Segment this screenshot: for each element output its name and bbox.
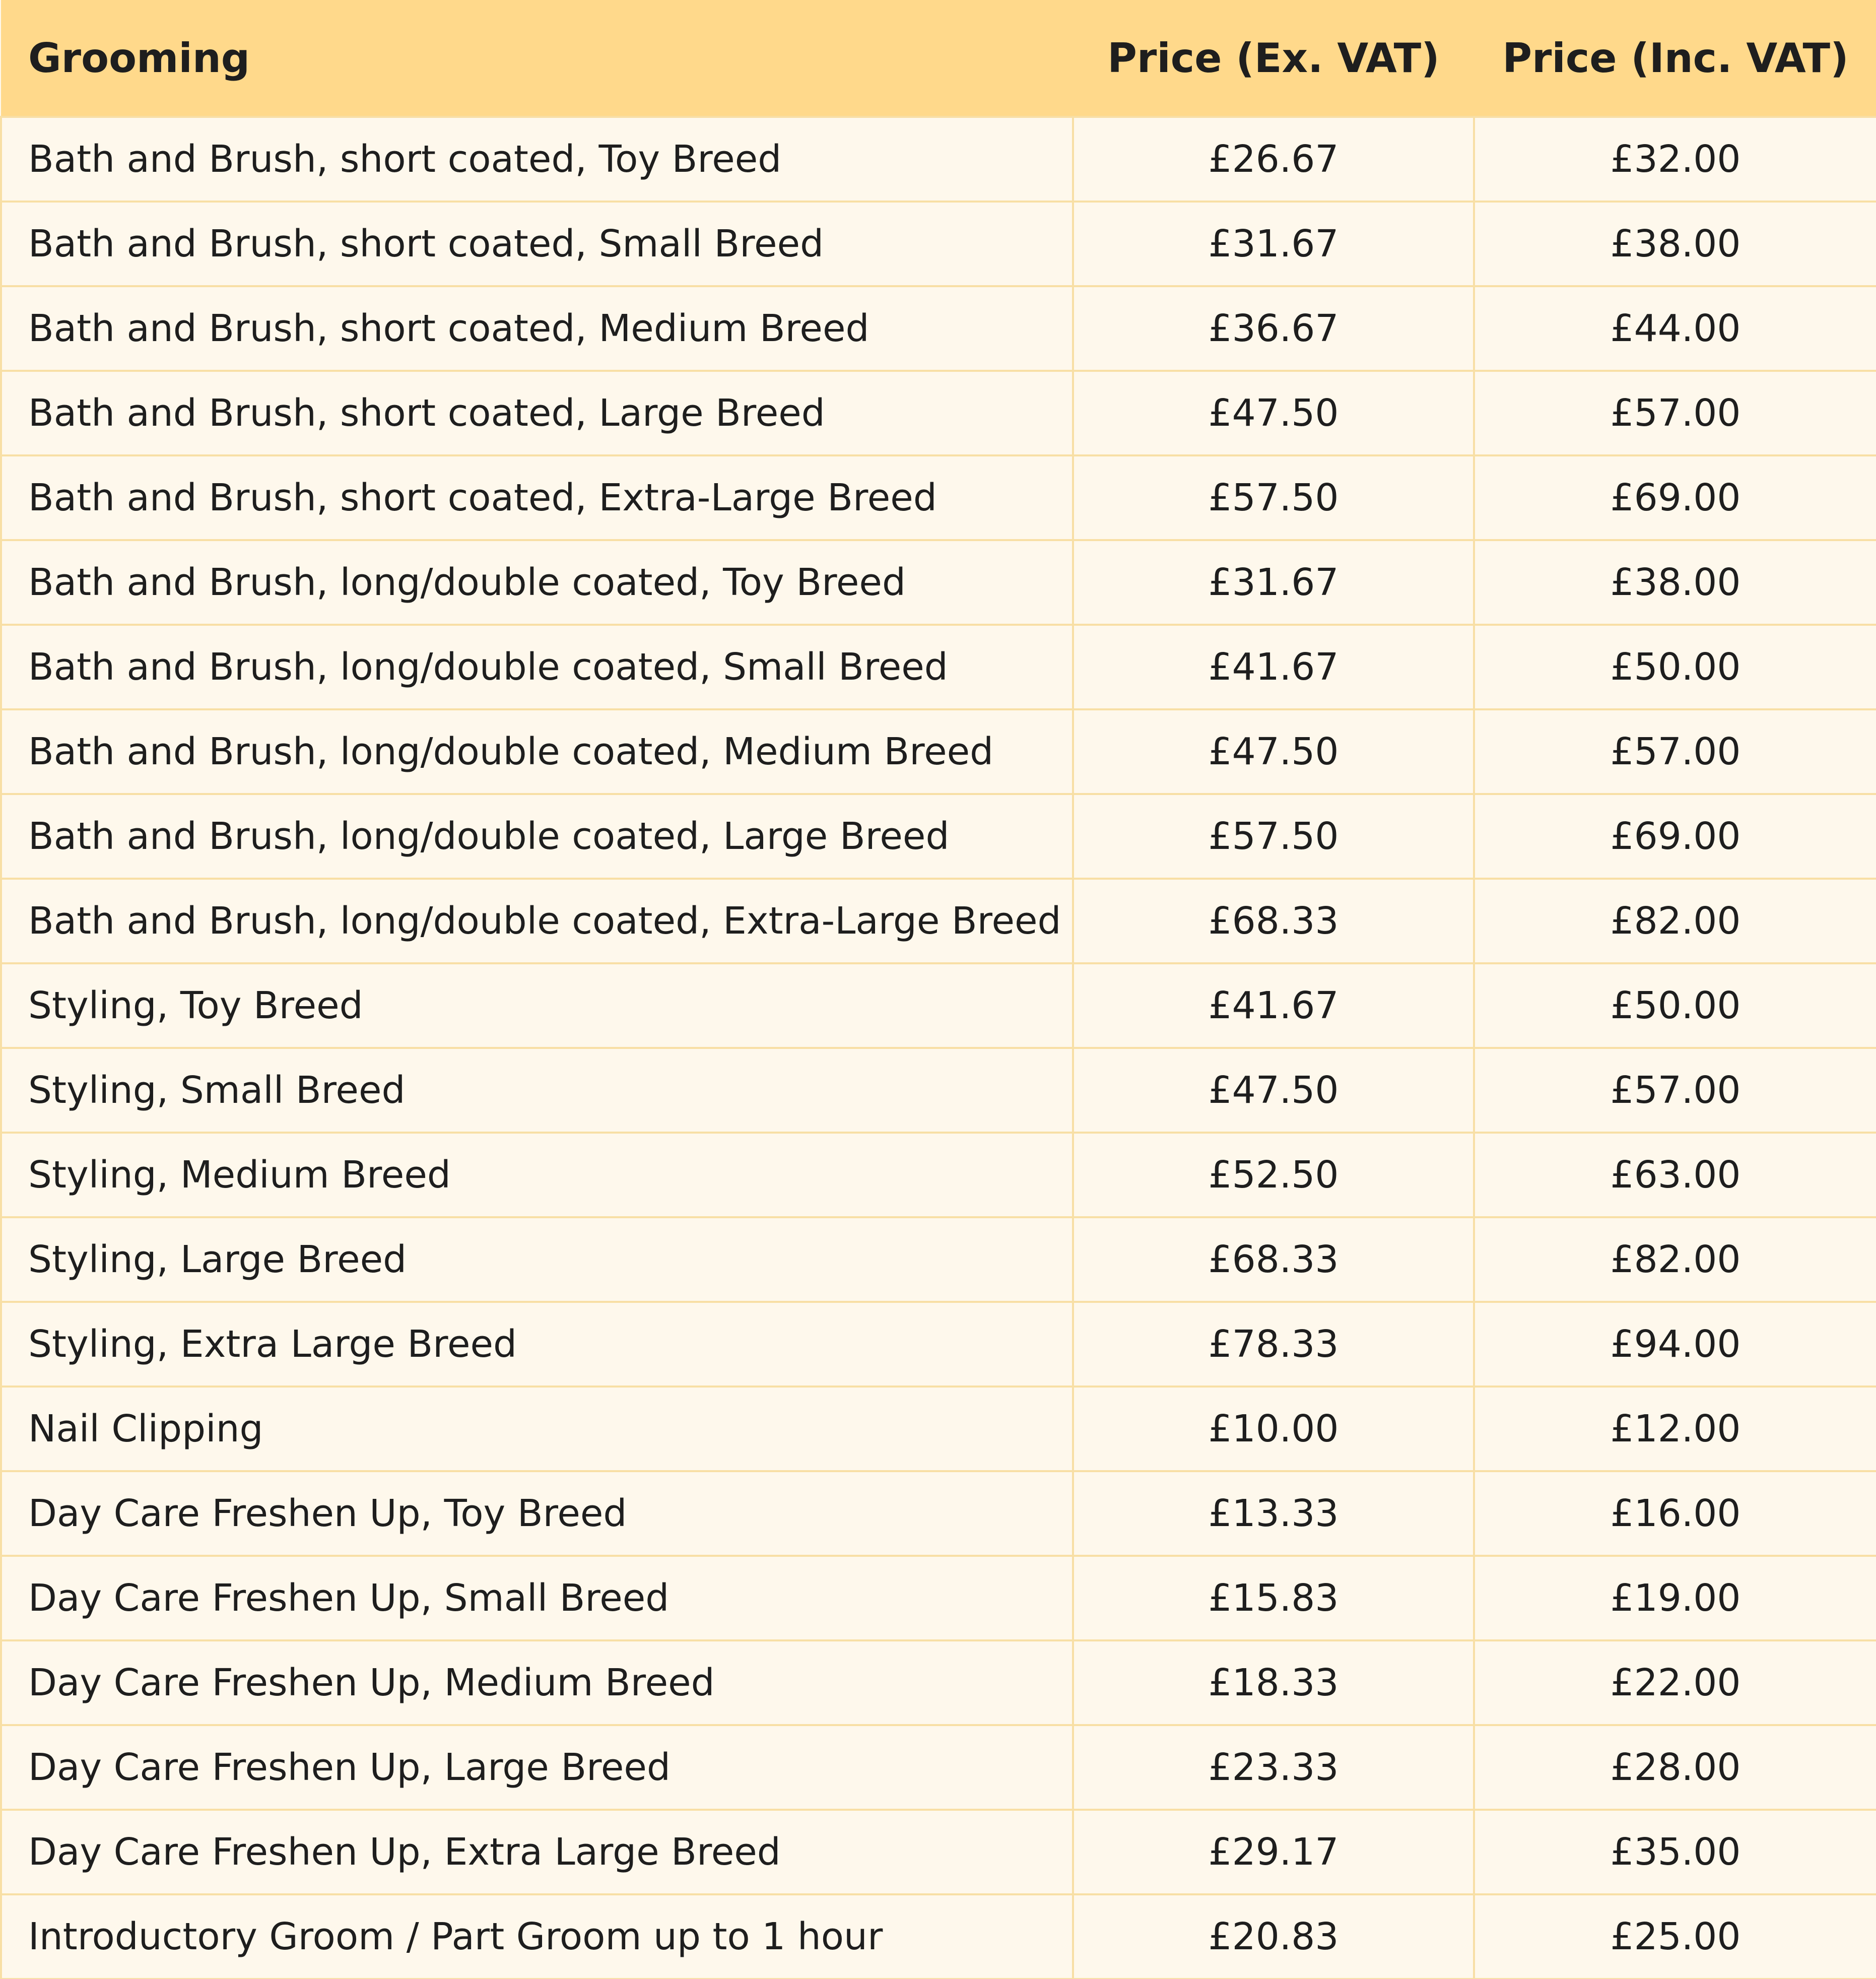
price-inc-vat-cell: £28.00 [1474, 1725, 1876, 1810]
table-row [1, 709, 1876, 794]
price-ex-vat-cell: £20.83 [1073, 1894, 1474, 1979]
price-inc-vat-cell: £57.00 [1474, 709, 1876, 794]
price-ex-vat-cell: £26.67 [1073, 117, 1474, 202]
price-ex-vat-cell: £29.17 [1073, 1810, 1474, 1894]
table-body [1, 117, 1876, 1979]
service-cell: Nail Clipping [1, 1387, 1073, 1471]
price-ex-vat-cell: £31.67 [1073, 540, 1474, 625]
price-inc-vat-cell: £50.00 [1474, 963, 1876, 1048]
table-row [1, 117, 1876, 202]
table-row [1, 963, 1876, 1048]
service-cell: Styling, Large Breed [1, 1217, 1073, 1302]
price-ex-vat-cell: £47.50 [1073, 709, 1474, 794]
price-inc-vat-cell: £25.00 [1474, 1894, 1876, 1979]
table-row [1, 1387, 1876, 1471]
table-row [1, 371, 1876, 455]
price-inc-vat-cell: £94.00 [1474, 1302, 1876, 1387]
service-cell: Styling, Small Breed [1, 1048, 1073, 1133]
price-ex-vat-cell: £18.33 [1073, 1640, 1474, 1725]
service-cell: Day Care Freshen Up, Extra Large Breed [1, 1810, 1073, 1894]
price-inc-vat-cell: £38.00 [1474, 540, 1876, 625]
price-ex-vat-cell: £78.33 [1073, 1302, 1474, 1387]
service-cell: Styling, Toy Breed [1, 963, 1073, 1048]
price-ex-vat-cell: £31.67 [1073, 202, 1474, 286]
price-inc-vat-cell: £82.00 [1474, 879, 1876, 963]
service-cell: Bath and Brush, short coated, Toy Breed [1, 117, 1073, 202]
service-cell: Bath and Brush, long/double coated, Extra-Large Breed [1, 879, 1073, 963]
header-row [1, 0, 1876, 117]
price-inc-vat-cell: £35.00 [1474, 1810, 1876, 1894]
table-row [1, 794, 1876, 879]
price-inc-vat-cell: £63.00 [1474, 1133, 1876, 1217]
price-inc-vat-cell: £38.00 [1474, 202, 1876, 286]
column-header-price-ex-vat: Price (Ex. VAT) [1107, 34, 1440, 82]
service-cell: Bath and Brush, long/double coated, Medium Breed [1, 709, 1073, 794]
table-row [1, 625, 1876, 709]
table-row [1, 540, 1876, 625]
service-cell: Bath and Brush, long/double coated, Large Breed [1, 794, 1073, 879]
table-row [1, 1471, 1876, 1556]
table-row [1, 1810, 1876, 1894]
price-inc-vat-cell: £69.00 [1474, 455, 1876, 540]
price-inc-vat-cell: £44.00 [1474, 286, 1876, 371]
price-inc-vat-cell: £19.00 [1474, 1556, 1876, 1640]
price-ex-vat-cell: £41.67 [1073, 963, 1474, 1048]
price-ex-vat-cell: £57.50 [1073, 794, 1474, 879]
table-row [1, 1725, 1876, 1810]
table-row [1, 1133, 1876, 1217]
service-cell: Styling, Medium Breed [1, 1133, 1073, 1217]
service-cell: Day Care Freshen Up, Medium Breed [1, 1640, 1073, 1725]
price-inc-vat-cell: £57.00 [1474, 371, 1876, 455]
table-header [1, 0, 1876, 117]
table-row [1, 1894, 1876, 1979]
price-ex-vat-cell: £47.50 [1073, 1048, 1474, 1133]
table-row [1, 1048, 1876, 1133]
price-ex-vat-cell: £57.50 [1073, 455, 1474, 540]
price-inc-vat-cell: £22.00 [1474, 1640, 1876, 1725]
price-ex-vat-cell: £15.83 [1073, 1556, 1474, 1640]
table-row [1, 1556, 1876, 1640]
table-row [1, 455, 1876, 540]
price-inc-vat-cell: £69.00 [1474, 794, 1876, 879]
price-inc-vat-cell: £16.00 [1474, 1471, 1876, 1556]
service-cell: Day Care Freshen Up, Large Breed [1, 1725, 1073, 1810]
service-cell: Styling, Extra Large Breed [1, 1302, 1073, 1387]
price-inc-vat-cell: £32.00 [1474, 117, 1876, 202]
service-cell: Bath and Brush, long/double coated, Small Breed [1, 625, 1073, 709]
price-ex-vat-cell: £10.00 [1073, 1387, 1474, 1471]
table-row [1, 1302, 1876, 1387]
price-ex-vat-cell: £36.67 [1073, 286, 1474, 371]
service-cell: Day Care Freshen Up, Toy Breed [1, 1471, 1073, 1556]
service-cell: Bath and Brush, short coated, Medium Breed [1, 286, 1073, 371]
price-inc-vat-cell: £82.00 [1474, 1217, 1876, 1302]
price-ex-vat-cell: £52.50 [1073, 1133, 1474, 1217]
price-ex-vat-cell: £68.33 [1073, 1217, 1474, 1302]
service-cell: Day Care Freshen Up, Small Breed [1, 1556, 1073, 1640]
column-header-price-inc-vat: Price (Inc. VAT) [1502, 34, 1849, 82]
service-cell: Bath and Brush, short coated, Small Breed [1, 202, 1073, 286]
table-row [1, 879, 1876, 963]
table-row [1, 286, 1876, 371]
table-row [1, 1217, 1876, 1302]
service-cell: Introductory Groom / Part Groom up to 1 hour [1, 1894, 1073, 1979]
table-row [1, 202, 1876, 286]
price-ex-vat-cell: £68.33 [1073, 879, 1474, 963]
price-inc-vat-cell: £57.00 [1474, 1048, 1876, 1133]
service-cell: Bath and Brush, short coated, Large Breed [1, 371, 1073, 455]
price-ex-vat-cell: £47.50 [1073, 371, 1474, 455]
service-cell: Bath and Brush, short coated, Extra-Large Breed [1, 455, 1073, 540]
price-ex-vat-cell: £13.33 [1073, 1471, 1474, 1556]
price-ex-vat-cell: £41.67 [1073, 625, 1474, 709]
column-header-service: Grooming [28, 34, 250, 82]
price-ex-vat-cell: £23.33 [1073, 1725, 1474, 1810]
price-inc-vat-cell: £12.00 [1474, 1387, 1876, 1471]
service-cell: Bath and Brush, long/double coated, Toy Breed [1, 540, 1073, 625]
price-inc-vat-cell: £50.00 [1474, 625, 1876, 709]
table-row [1, 1640, 1876, 1725]
